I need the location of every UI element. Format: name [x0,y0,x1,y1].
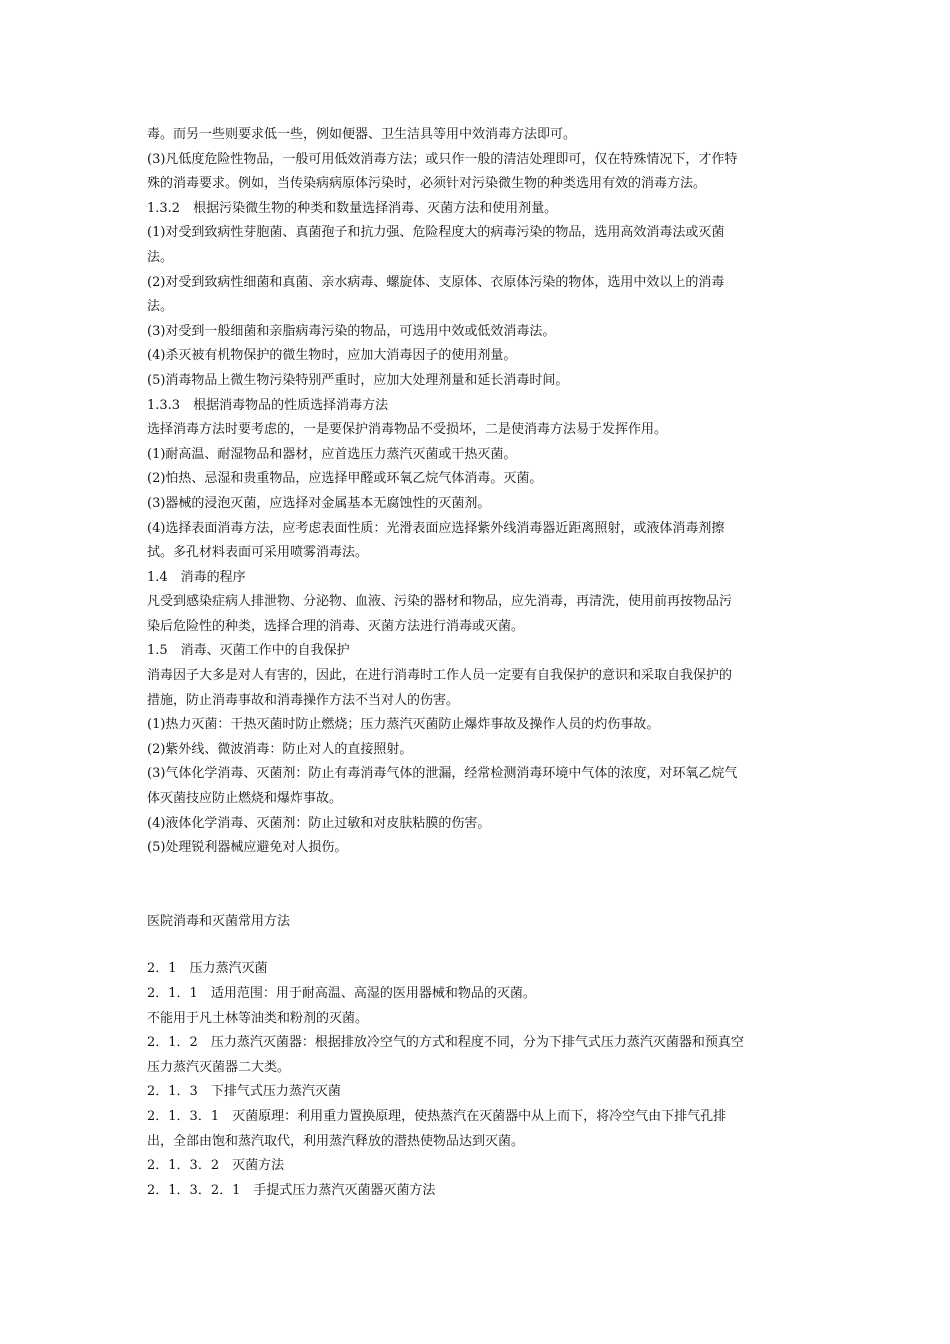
text-line: (2)紫外线、微波消毒：防止对人的直接照射。 [147,741,413,757]
text-line: 1.3.2 根据污染微生物的种类和数量选择消毒、灭菌方法和使用剂量。 [147,200,558,216]
text-line: (1)对受到致病性芽胞菌、真菌孢子和抗力强、危险程度大的病毒污染的物品，选用高效消毒法或灭菌 [147,225,725,241]
text-line: 毒。而另一些则要求低一些，例如便器、卫生洁具等用中效消毒方法即可。 [147,127,577,142]
section-spacer [147,861,807,910]
text-line: (4)选择表面消毒方法，应考虑表面性质：光滑表面应选择紫外线消毒器近距离照射，或液体消毒剂擦 [147,520,725,536]
text-line: 2．1．3．2．1 手提式压力蒸汽灭菌器灭菌方法 [147,1182,436,1198]
text-line: 法。 [147,299,174,315]
text-line: 1.3.3 根据消毒物品的性质选择消毒方法 [147,397,389,413]
text-line: 2．1 压力蒸汽灭菌 [147,961,268,977]
text-line: (3)器械的浸泡灭菌，应选择对金属基本无腐蚀性的灭菌剂。 [147,495,491,511]
document-body [147,123,807,1203]
section-1-text [147,123,807,861]
text-line: (4)液体化学消毒、灭菌剂：防止过敏和对皮肤粘膜的伤害。 [147,815,491,831]
text-line: 不能用于凡土林等油类和粉剂的灭菌。 [147,1010,369,1026]
chapter-heading: 医院消毒和灭菌常用方法 [147,913,291,929]
text-line: 1.4 消毒的程序 [147,569,246,585]
text-line: 体灭菌技应防止燃烧和爆炸事故。 [147,791,343,807]
text-line: 选择消毒方法时要考虑的，一是要保护消毒物品不受损坏，二是使消毒方法易于发挥作用。 [147,422,668,438]
text-line: (3)气体化学消毒、灭菌剂：防止有毒消毒气体的泄漏，经常检测消毒环境中气体的浓度，对环氧乙烷气 [147,766,738,782]
text-line: 2．1．1 适用范围：用于耐高温、高湿的医用器械和物品的灭菌。 [147,986,536,1001]
text-line: 出，全部由饱和蒸汽取代，利用蒸汽释放的潜热使物品达到灭菌。 [147,1133,525,1149]
text-line: 2．1．3．2 灭菌方法 [147,1158,285,1174]
section-2-text [147,957,807,1203]
section-spacer [147,934,807,957]
text-line: (3)凡低度危险性物品，一般可用低效消毒方法；或只作一般的清洁处理即可，仅在特殊情况下，才作特 [147,151,738,167]
text-line: (2)怕热、忌湿和贵重物品，应选择甲醛或环氧乙烷气体消毒。灭菌。 [147,471,543,487]
text-line: 拭。多孔材料表面可采用喷雾消毒法。 [147,545,369,561]
text-line: (1)耐高温、耐湿物品和器材，应首选压力蒸汽灭菌或干热灭菌。 [147,446,517,462]
text-line: (4)杀灭被有机物保护的微生物时，应加大消毒因子的使用剂量。 [147,348,517,364]
text-line: 殊的消毒要求。例如，当传染病病原体污染时，必须针对污染微生物的种类选用有效的消毒方法。 [147,176,707,192]
text-line: 1.5 消毒、灭菌工作中的自我保护 [147,643,350,659]
text-line: 2．1．3 下排气式压力蒸汽灭菌 [147,1084,341,1100]
text-line: 染后危险性的种类，选择合理的消毒、灭菌方法进行消毒或灭菌。 [147,618,525,634]
text-line: 压力蒸汽灭菌器二大类。 [147,1059,291,1075]
text-line: (1)热力灭菌：干热灭菌时防止燃烧；压力蒸汽灭菌防止爆炸事故及操作人员的灼伤事故。 [147,717,660,733]
text-line: 2．1．2 压力蒸汽灭菌器：根据排放冷空气的方式和程度不同，分为下排气式压力蒸汽灭菌器和预真空 [147,1035,744,1051]
text-line: 2．1．3．1 灭菌原理：利用重力置换原理，使热蒸汽在灭菌器中从上而下，将冷空气由下排气孔排 [147,1108,727,1124]
text-line: (3)对受到一般细菌和亲脂病毒污染的物品，可选用中效或低效消毒法。 [147,323,556,339]
text-line: (2)对受到致病性细菌和真菌、亲水病毒、螺旋体、支原体、衣原体污染的物体，选用中效以上的消毒 [147,274,725,290]
text-line: (5)处理锐利器械应避免对人损伤。 [147,840,348,856]
text-line: 法。 [147,249,174,265]
text-line: 凡受到感染症病人排泄物、分泌物、血液、污染的器材和物品，应先消毒，再清洗，使用前再按物品污 [147,594,733,610]
text-line: 措施，防止消毒事故和消毒操作方法不当对人的伤害。 [147,692,460,708]
text-line: (5)消毒物品上微生物污染特别严重时，应加大处理剂量和延长消毒时间。 [147,372,569,388]
text-line: 消毒因子大多是对人有害的，因此，在进行消毒时工作人员一定要有自我保护的意识和采取自我保护的 [147,668,733,684]
